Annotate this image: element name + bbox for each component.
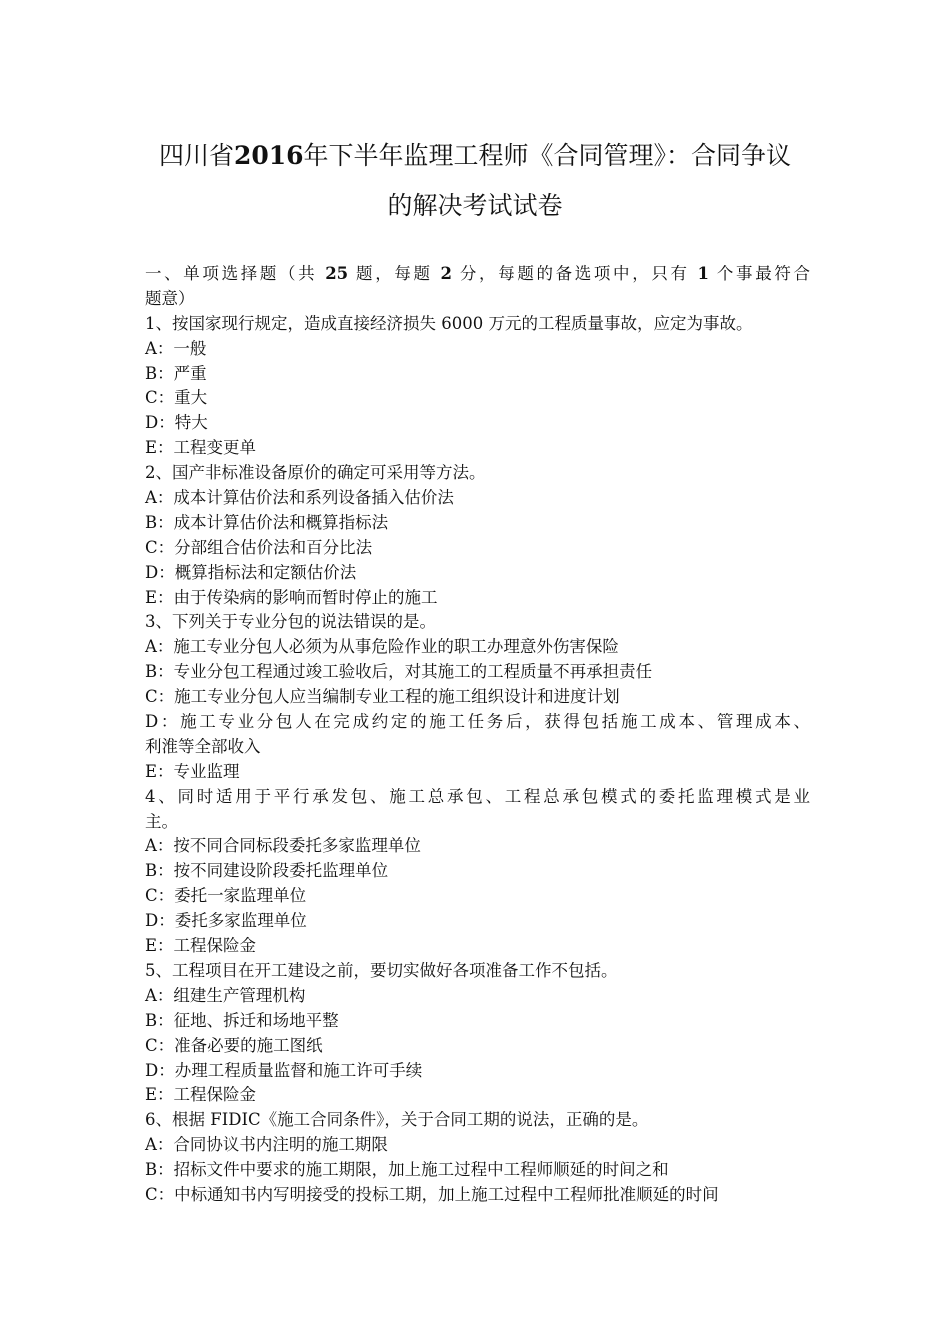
- answer-count: 1: [697, 264, 710, 283]
- section-text: 分，每题的备选项中，只有: [452, 264, 698, 283]
- question-count: 25: [325, 264, 349, 283]
- answer-option: C：重大: [145, 388, 208, 408]
- section-heading: [145, 262, 810, 287]
- section-heading-cont: 题意）: [145, 288, 195, 308]
- answer-option: B：专业分包工程通过竣工验收后，对其施工的工程质量不再承担责任: [145, 662, 653, 682]
- answer-option: B：招标文件中要求的施工期限，加上施工过程中工程师顺延的时间之和: [145, 1160, 669, 1180]
- answer-option: E：工程变更单: [145, 438, 257, 458]
- answer-option: D：委托多家监理单位: [145, 911, 307, 931]
- document-title-line-2: 的解决考试试卷: [387, 191, 563, 220]
- answer-option: D：办理工程质量监督和施工许可手续: [145, 1060, 423, 1080]
- answer-option: C：准备必要的施工图纸: [145, 1035, 323, 1055]
- title-text: 四川省: [158, 141, 234, 170]
- points-per-question: 2: [440, 264, 453, 283]
- question-stem: 6、根据 FIDIC《施工合同条件》，关于合同工期的说法，正确的是。: [145, 1110, 649, 1130]
- question-stem: 3、下列关于专业分包的说法错误的是。: [145, 612, 436, 632]
- exam-body: [145, 262, 810, 1208]
- answer-option: E：由于传染病的影响而暂时停止的施工: [145, 587, 438, 607]
- answer-option: A：合同协议书内注明的施工期限: [145, 1135, 388, 1155]
- answer-option: A：成本计算估价法和系列设备插入估价法: [145, 488, 454, 508]
- answer-option: B：严重: [145, 363, 207, 383]
- question-item: [145, 1108, 810, 1208]
- answer-option: C：委托一家监理单位: [145, 886, 307, 906]
- answer-option: A：组建生产管理机构: [145, 985, 306, 1005]
- question-item: [145, 610, 810, 784]
- answer-option: B：按不同建设阶段委托监理单位: [145, 861, 389, 881]
- question-item: [145, 785, 810, 959]
- answer-option: 利淮等全部收入: [145, 736, 261, 756]
- answer-option: C：中标通知书内写明接受的投标工期，加上施工过程中工程师批准顺延的时间: [145, 1184, 719, 1204]
- question-item: [145, 312, 810, 461]
- question-stem: 4、同时适用于平行承发包、施工总承包、工程总承包模式的委托监理模式是业: [145, 786, 810, 806]
- answer-option: A：一般: [145, 338, 207, 358]
- answer-option: E：专业监理: [145, 761, 240, 781]
- answer-option: A：按不同合同标段委托多家监理单位: [145, 836, 421, 856]
- question-stem: 主。: [145, 811, 178, 831]
- section-text: 一、单项选择题（共: [145, 264, 326, 283]
- answer-option: A：施工专业分包人必须为从事危险作业的职工办理意外伤害保险: [145, 637, 619, 657]
- title-text: 年下半年监理工程师《合同管理》：合同争议: [303, 141, 792, 170]
- answer-option: E：工程保险金: [145, 936, 257, 956]
- question-item: [145, 959, 810, 1108]
- answer-option: C：分部组合估价法和百分比法: [145, 537, 373, 557]
- question-item: [145, 461, 810, 610]
- section-text: 题，每题: [348, 264, 441, 283]
- question-stem: 2、国产非标准设备原价的确定可采用等方法。: [145, 463, 486, 483]
- question-stem: 1、按国家现行规定，造成直接经济损失 6000 万元的工程质量事故，应定为事故。: [145, 313, 753, 333]
- answer-option: D：特大: [145, 413, 208, 433]
- answer-option: B：成本计算估价法和概算指标法: [145, 512, 389, 532]
- answer-option: C：施工专业分包人应当编制专业工程的施工组织设计和进度计划: [145, 687, 620, 707]
- answer-option: E：工程保险金: [145, 1085, 257, 1105]
- section-text: 个事最符合: [709, 264, 810, 283]
- document-title-line-1: [100, 130, 850, 182]
- question-stem: 5、工程项目在开工建设之前，要切实做好各项准备工作不包括。: [145, 960, 618, 980]
- answer-option: D：概算指标法和定额估价法: [145, 562, 357, 582]
- title-year: 2016: [233, 141, 304, 170]
- answer-option: D：施工专业分包人在完成约定的施工任务后，获得包括施工成本、管理成本、: [145, 712, 810, 732]
- answer-option: B：征地、拆迁和场地平整: [145, 1010, 339, 1030]
- question-list: [145, 312, 810, 1208]
